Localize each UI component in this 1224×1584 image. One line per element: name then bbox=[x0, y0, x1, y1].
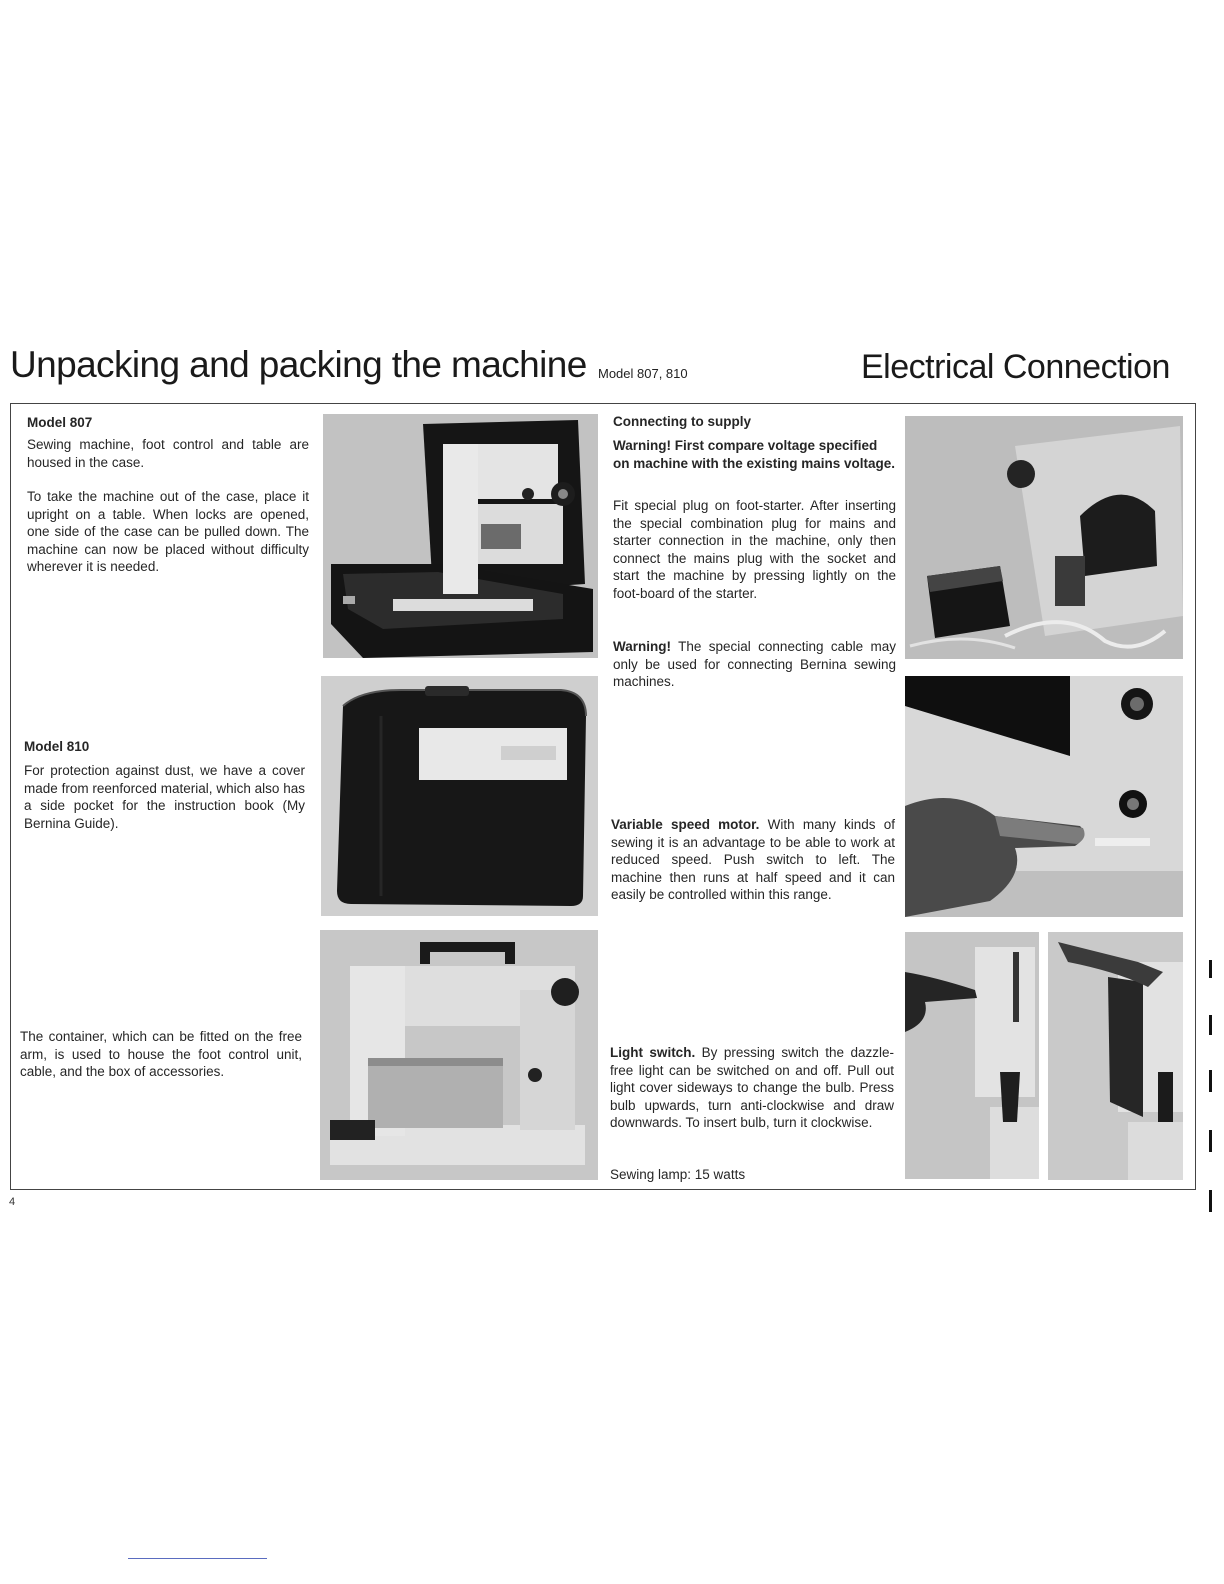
light-switch-text: By pressing switch the dazzle-free light can be switched on and off. Pull out light cover sideways to change the bulb. Press bulb upwards, turn anti-clockwise and draw downwards. To insert bulb, turn it clockwise. bbox=[610, 1045, 895, 1130]
model-807-heading: Model 807 bbox=[27, 415, 93, 430]
model-807-paragraph-1: Sewing machine, foot control and table are housed in the case. bbox=[27, 437, 309, 470]
supply-paragraph: Fit special plug on foot-starter. After inserting the special combination plug for mains and starter connection in the machine, only then connect the mains plug with the socket and start the machine by pressing lightly on the foot-board of the starter. bbox=[613, 498, 896, 601]
sewing-lamp-spec: Sewing lamp: 15 watts bbox=[610, 1167, 746, 1182]
speed-motor-label: Variable speed motor. bbox=[611, 817, 760, 832]
supply-warning-cable bbox=[613, 638, 896, 691]
photo-model-807-case-open bbox=[323, 414, 598, 658]
light-switch-label: Light switch. bbox=[610, 1045, 696, 1060]
speed-motor-text: With many kinds of sewing it is an advantage to be able to work at reduced speed. Push switch to left. The machine then runs at half speed and it can easily be controlled within this range. bbox=[611, 817, 895, 902]
model-810-heading: Model 810 bbox=[24, 739, 90, 754]
edge-mark bbox=[1209, 1130, 1212, 1152]
photo-foot-starter-connection bbox=[905, 416, 1183, 659]
light-switch-paragraph bbox=[610, 1044, 894, 1132]
supply-warning-cable-label: Warning! bbox=[613, 639, 671, 654]
supply-heading: Connecting to supply bbox=[613, 414, 751, 429]
page-title-unpacking: Unpacking and packing the machine bbox=[10, 344, 587, 385]
photo-light-cover-bulb bbox=[1048, 932, 1183, 1180]
edge-mark bbox=[1209, 1070, 1212, 1092]
edge-mark bbox=[1209, 960, 1212, 978]
model-810-paragraph: For protection against dust, we have a cover made from reenforced material, which also has a side pocket for the instruction book (My Bernina Guide). bbox=[24, 763, 305, 831]
model-label: Model 807, 810 bbox=[598, 366, 688, 381]
edge-mark bbox=[1209, 1015, 1212, 1035]
edge-mark bbox=[1209, 1190, 1212, 1212]
supply-warning-cable-text: The special connecting cable may only be used for connecting Bernina sewing machines. bbox=[613, 639, 896, 689]
photo-model-810-dust-cover bbox=[321, 676, 598, 916]
supply-warning-voltage: Warning! First compare voltage specified on machine with the existing mains voltage. bbox=[613, 438, 896, 471]
model-807-paragraph-2: To take the machine out of the case, place it upright on a table. When locks are opened, one side of the case can be pulled down. The machine can now be placed without difficulty wherever it is needed. bbox=[27, 489, 309, 574]
photo-speed-switch bbox=[905, 676, 1183, 917]
page-number: 4 bbox=[9, 1196, 16, 1208]
footer-rule bbox=[128, 1558, 267, 1559]
page-title-electrical: Electrical Connection bbox=[861, 348, 1170, 386]
speed-motor-paragraph bbox=[611, 816, 895, 904]
container-paragraph: The container, which can be fitted on the free arm, is used to house the foot control unit, cable, and the box of accessories. bbox=[20, 1029, 302, 1079]
photo-light-switch-press bbox=[905, 932, 1039, 1179]
photo-container-free-arm bbox=[320, 930, 598, 1180]
